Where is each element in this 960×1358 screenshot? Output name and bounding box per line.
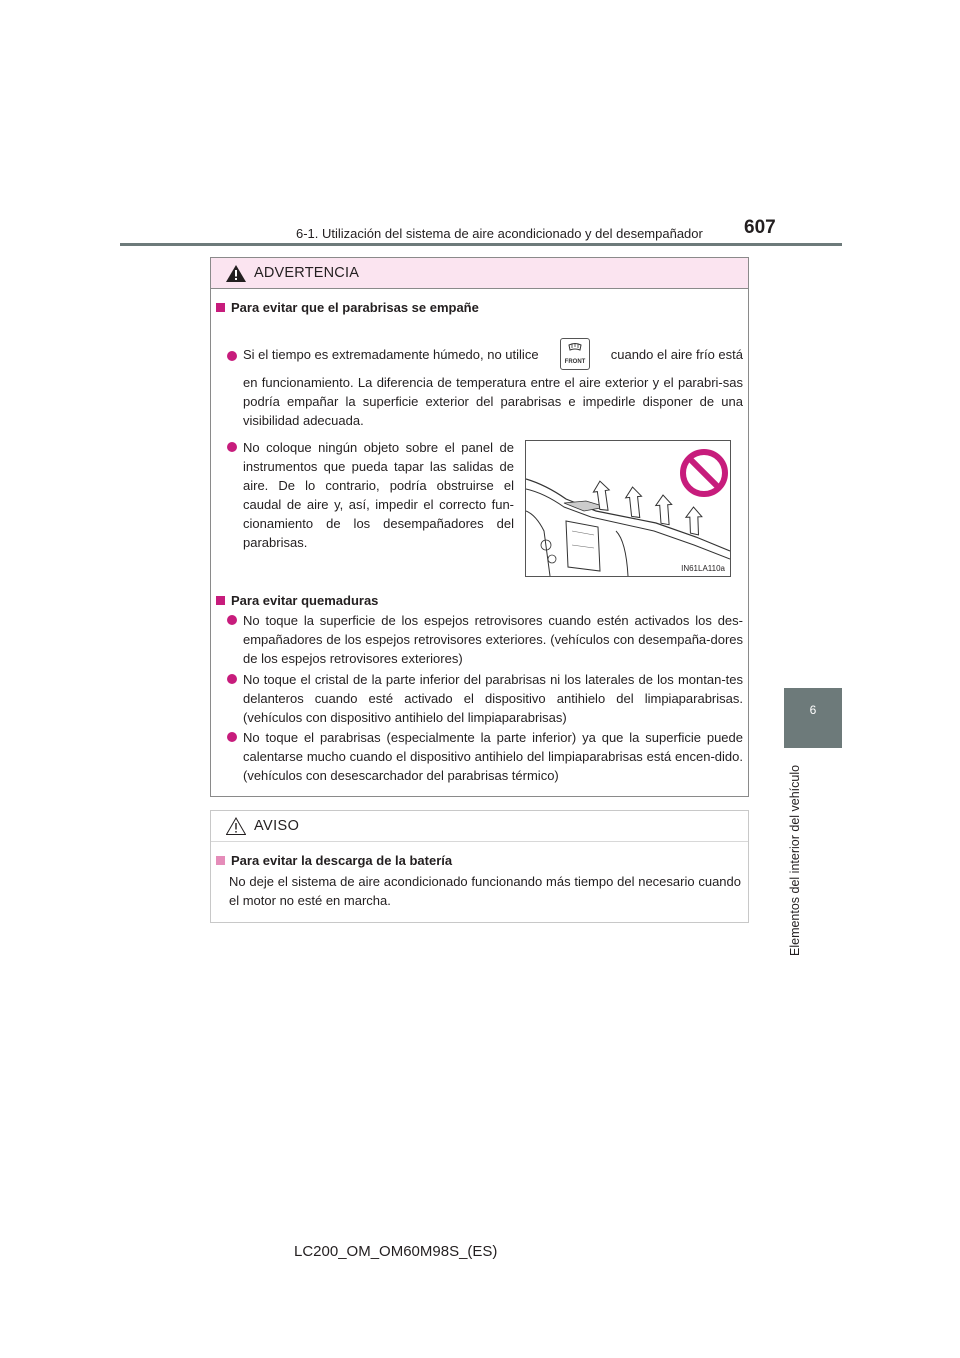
notice-body: No deje el sistema de aire acondicionado funcionando más tiempo del necesario cuando el motor no esté en marcha. [229,874,741,908]
bullet-dot-icon [227,674,237,684]
chapter-title: 6-1. Utilización del sistema de aire acondicionado y del desempañador [296,226,703,241]
chapter-tab-number: 6 [809,703,817,717]
bullet-humid-continued: en funcionamiento. La diferencia de temperatura entre el aire exterior y el parabri-sas podría empañar la superficie exterior del parabrisas e impedirle disponer de una visibilidad adecuada. [243,375,743,428]
bullet-dot-icon [227,732,237,742]
dashboard-illustration [526,441,730,576]
section-heading-burns [216,593,378,608]
section-square-icon [216,856,225,865]
bullet-humid-before: Si el tiempo es extremadamente húmedo, no utilice [243,346,539,362]
header-divider [120,243,842,246]
bullet-mirrors [243,611,743,668]
page-number: 607 [744,217,776,238]
bullet-wiper-deicer [243,670,743,727]
bullet-dashboard-text: No coloque ningún objeto sobre el panel de instrumentos que pueda tapar las salidas de aire. De lo contrario, podría obstruirse el caudal de aire y, así, impedir el correcto fun-cionamiento de los desempañadores del parabrisas. [243,440,514,550]
bullet-dot-icon [227,442,237,452]
section-heading-fog-text: Para evitar que el parabrisas se empañe [231,300,479,315]
section-heading-burns-text: Para evitar quemaduras [231,593,379,608]
bullet-wiper-deicer-text: No toque el cristal de la parte inferior del parabrisas ni los laterales de los montan-tes delanteros cuando esté activado el dispositivo antihielo del limpiaparabrisas. (vehículos con dispositivo antihielo del limpiaparabrisas) [243,672,743,725]
warning-title: ADVERTENCIA [254,265,360,281]
bullet-dashboard [243,438,514,552]
section-heading-fog [216,300,479,315]
chapter-side-label-text: Elementos del interior del vehículo [788,764,802,956]
document-code: LC200_OM_OM60M98S_(ES) [294,1243,498,1260]
front-button-label: FRONT [564,359,585,365]
warning-header [211,258,748,289]
section-square-icon [216,596,225,605]
notice-heading-text: Para evitar la descarga de la batería [231,853,453,868]
notice-header [211,811,748,842]
chapter-tab [784,688,842,748]
figure-code: IN61LA110a [681,564,725,573]
bullet-humid [243,338,743,370]
bullet-mirrors-text: No toque la superficie de los espejos retrovisores cuando estén activados los des-empañadores de los espejos retrovisores exteriores. (vehículos con desempaña-dores de los espejos retrovisores exteriores) [243,613,743,666]
chapter-side-label [788,756,808,956]
bullet-windshield-heat-text: No toque el parabrisas (especialmente la parte inferior) ya que la superficie puede calentarse mucho cuando el dispositivo antihielo del limpiaparabrisas está encen-dido. (vehículos con desescarchador del parabrisas térmico) [243,730,743,783]
bullet-humid-after: cuando el aire frío está [610,346,743,362]
section-square-icon [216,303,225,312]
warning-triangle-icon [226,265,246,282]
bullet-dot-icon [227,351,237,361]
bullet-windshield-heat [243,728,743,785]
notice-title: AVISO [254,818,300,834]
front-defroster-icon [560,338,590,370]
notice-heading [216,853,452,868]
caution-triangle-icon [226,817,246,835]
bullet-dot-icon [227,615,237,625]
dashboard-figure [525,440,731,577]
